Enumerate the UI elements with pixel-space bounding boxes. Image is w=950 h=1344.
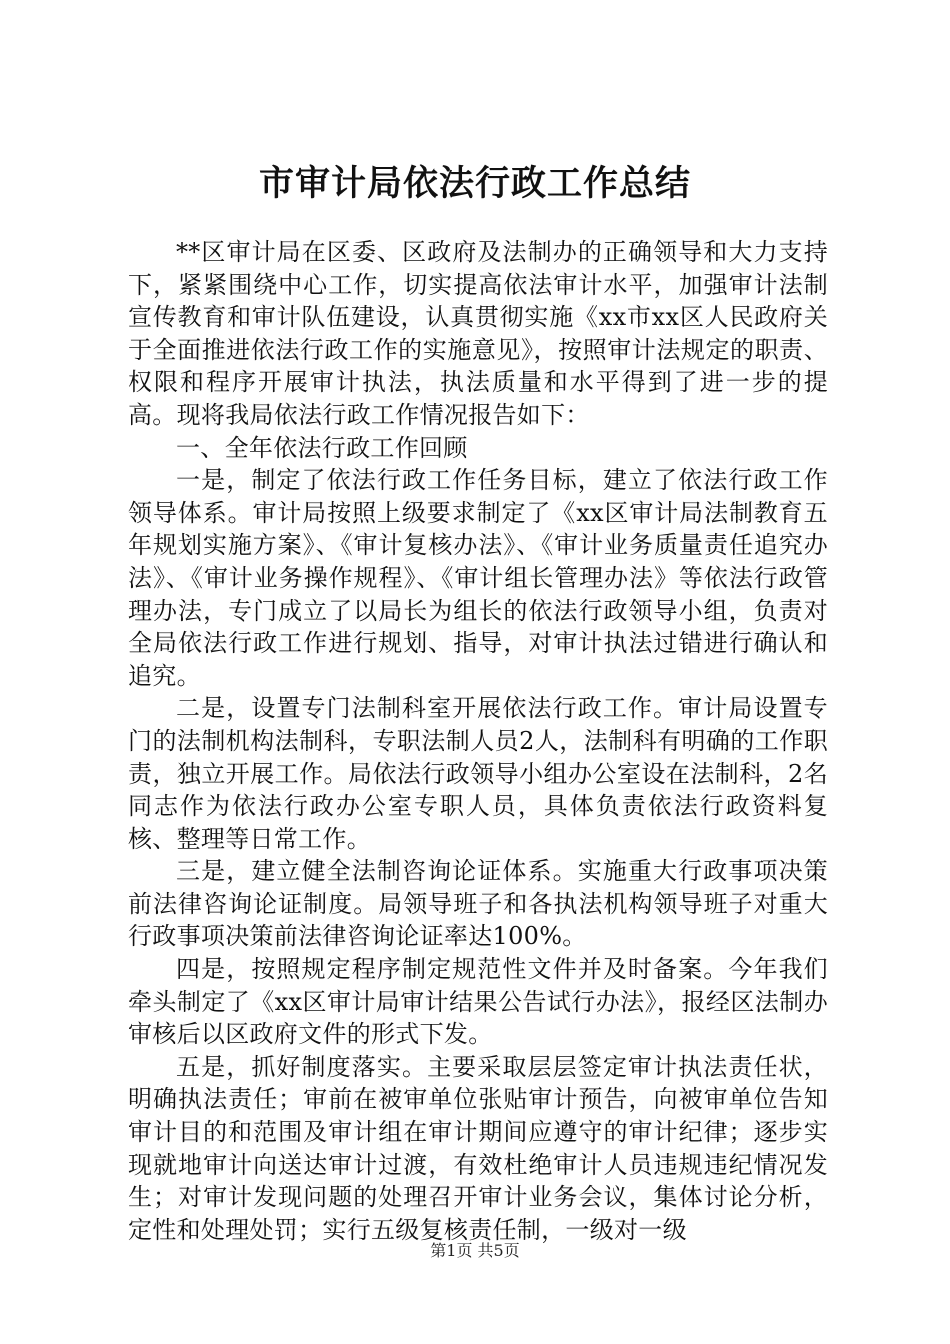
paragraph-item-4: 四是，按照规定程序制定规范性文件并及时备案。今年我们牵头制定了《xx区审计局审计结果公告试行办法》，报经区法制办审核后以区政府文件的形式下发。 bbox=[128, 955, 828, 1049]
paragraph-item-2: 二是，设置专门法制科室开展依法行政工作。审计局设置专门的法制机构法制科，专职法制人员2人，法制科有明确的工作职责，独立开展工作。局依法行政领导小组办公室设在法制科，2名同志作为依法行政办公室专职人员，具体负责依法行政资料复核、整理等日常工作。 bbox=[128, 694, 828, 853]
paragraph-item-1: 一是，制定了依法行政工作任务目标，建立了依法行政工作领导体系。审计局按照上级要求制定了《xx区审计局法制教育五年规划实施方案》、《审计复核办法》、《审计业务质量责任追究办法》、《审计业务操作规程》、《审计组长管理办法》等依法行政管理办法，专门成立了以局长为组长的依法行政领导小组，负责对全局依法行政工作进行规划、指导，对审计执法过错进行确认和追究。 bbox=[128, 466, 828, 690]
section-heading: 一、全年依法行政工作回顾 bbox=[176, 433, 468, 462]
page-footer: 第1页 共5页 bbox=[430, 1241, 520, 1260]
document-body bbox=[128, 236, 828, 1246]
paragraph-item-5: 五是，抓好制度落实。主要采取层层签定审计执法责任状，明确执法责任；审前在被审单位张贴审计预告，向被审单位告知审计目的和范围及审计组在审计期间应遵守的审计纪律；逐步实现就地审计向送达审计过渡，有效杜绝审计人员违规违纪情况发生；对审计发现问题的处理召开审计业务会议，集体讨论分析，定性和处理处罚；实行五级复核责任制，一级对一级 bbox=[128, 1052, 828, 1244]
document-title: 市审计局依法行政工作总结 bbox=[258, 163, 691, 204]
paragraph-intro: **区审计局在区委、区政府及法制办的正确领导和大力支持下，紧紧围绕中心工作，切实提高依法审计水平，加强审计法制宣传教育和审计队伍建设，认真贯彻实施《xx市xx区人民政府关于全面推进依法行政工作的实施意见》，按照审计法规定的职责、权限和程序开展审计执法，执法质量和水平得到了进一步的提高。现将我局依法行政工作情况报告如下： bbox=[128, 238, 828, 429]
paragraph-item-3: 三是，建立健全法制咨询论证体系。实施重大行政事项决策前法律咨询论证制度。局领导班子和各执法机构领导班子对重大行政事项决策前法律咨询论证率达100%。 bbox=[128, 857, 828, 951]
